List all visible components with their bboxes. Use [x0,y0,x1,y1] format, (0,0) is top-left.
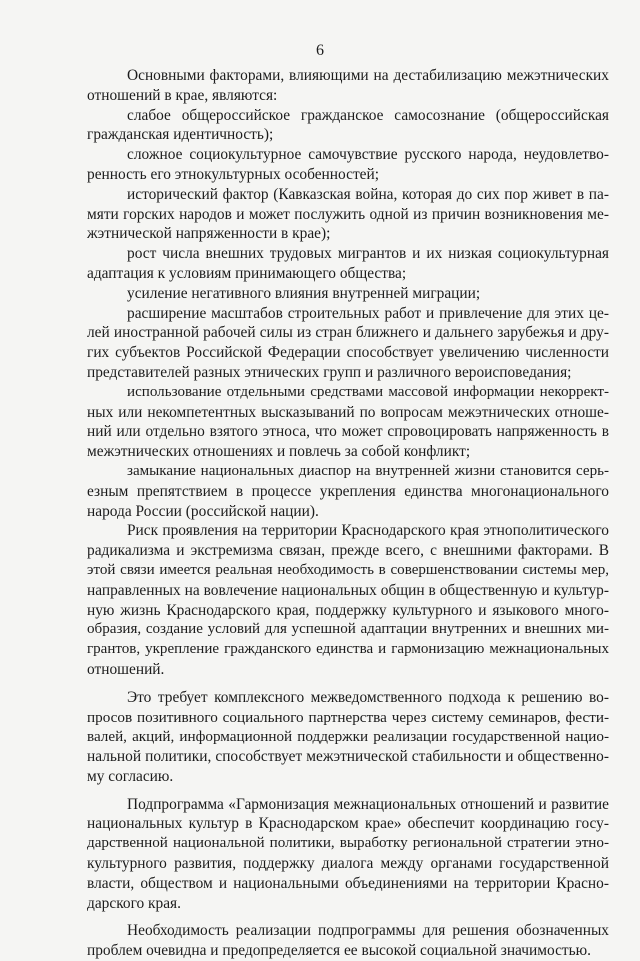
paragraph [87,521,609,679]
text-line: Необходимость реализации подпрограммы для решения обозначенных [127,922,609,940]
text-line: Основными факторами, влияющими на дестабилизацию межэтнических [127,67,609,84]
text-line: межэтнических отношениях и повлечь за собой конфликт; [87,443,471,461]
page-number: 6 [316,42,324,59]
text-line: усиление негативного влияния внутренней миграции; [127,284,481,302]
text-line: му согласию. [87,767,174,785]
paragraph [87,244,609,284]
paragraph [87,795,609,914]
text-line: Это требует комплексного межведомственного подхода к решению во- [127,688,609,706]
text-line: мяти горских народов и может послужить одной из причин возникновения ме- [87,205,609,223]
text-line: адаптация к условиям принимающего общества; [87,264,407,282]
text-line: гих субъектов Российской Федерации способствует увеличению численности [87,344,609,362]
text-line: отношений в крае, являются: [87,86,278,104]
paragraph [87,66,609,106]
text-line: грантов, укрепление гражданского единства и гармонизацию межнациональных [87,641,609,658]
paragraph [87,106,609,146]
text-line: Риск проявления на территории Краснодарского края этнополитического [127,522,609,540]
text-line: исторический фактор (Кавказская война, которая до сих пор живет в па- [127,185,609,203]
text-line: нальной политики, способствует межэтнической стабильности и общественно- [87,748,609,766]
paragraph [87,383,609,462]
text-line: культурного развития, поддержку диалога между органами государственной [87,855,609,873]
text-line: направленных на вовлечение национальных общин в общественную и культур- [87,581,609,599]
text-line: дарского края. [87,894,181,912]
paragraph [87,462,609,521]
text-line: ренность его этнокультурных особенностей; [87,165,380,183]
text-line: просов позитивного социального партнерства через систему семинаров, фести- [87,708,609,726]
text-line: проблем очевидна и предопределяется ее высокой социальной значимостью. [87,942,591,960]
text-line: образия, создание условий для успешной адаптации внутренних и внешних ми- [87,621,609,638]
text-line: Подпрограмма «Гармонизация межнациональных отношений и развитие [127,795,609,813]
text-line: валей, акций, информационной поддержки реализации государственной нацио- [87,728,609,746]
text-line: сложное социокультурное самочувствие русского народа, неудовлетво- [127,146,609,164]
text-line: расширение масштабов строительных работ и привлечение для этих це- [127,304,609,322]
text-line: гражданская идентичность); [87,126,274,144]
paragraph [87,145,609,185]
text-line: ных или некомпетентных высказываний по вопросам межэтнических отноше- [87,403,609,421]
text-line: представителей разных этнических групп и различного вероисповедания; [87,363,572,381]
text-line: народа России (российской нации). [87,502,319,520]
text-line: национальных культур в Краснодарском крае» обеспечит координацию госу- [87,815,609,833]
text-line: езным препятствием в процессе укрепления единства многонационального [87,482,609,500]
text-line: использование отдельными средствами массовой информации некоррект- [127,383,609,400]
paragraph [87,284,609,304]
text-line: отношений. [87,660,165,678]
text-line: жэтнической напряженности в крае); [87,225,331,243]
text-line: ную жизнь Краснодарского края, поддержку культурного и языкового много- [87,601,609,619]
text-line: рост числа внешних трудовых мигрантов и их низкая социокультурная [127,245,609,263]
text-line: этой связи имеется реальная необходимость в совершенствовании системы мер, [87,561,609,578]
paragraph [87,688,609,787]
text-line: дарственной национальной политики, выработку региональной стратегии этно- [87,835,609,852]
paragraph [87,921,609,961]
text-line: слабое общероссийское гражданское самосознание (общероссийская [127,106,609,124]
text-line: радикализма и экстремизма связан, прежде всего, с внешними факторами. В [87,542,609,560]
body-text [87,66,609,961]
text-line: власти, обществом и национальными объединениями на территории Красно- [87,874,609,892]
text-line: ний или отдельно взятого этноса, что может спровоцировать напряженность в [87,423,609,441]
text-line: лей иностранной рабочей силы из стран ближнего и дальнего зарубежья и дру- [87,324,609,342]
text-line: замыкание национальных диаспор на внутренней жизни становится серь- [127,462,609,479]
paragraph [87,185,609,244]
paragraph [87,304,609,383]
